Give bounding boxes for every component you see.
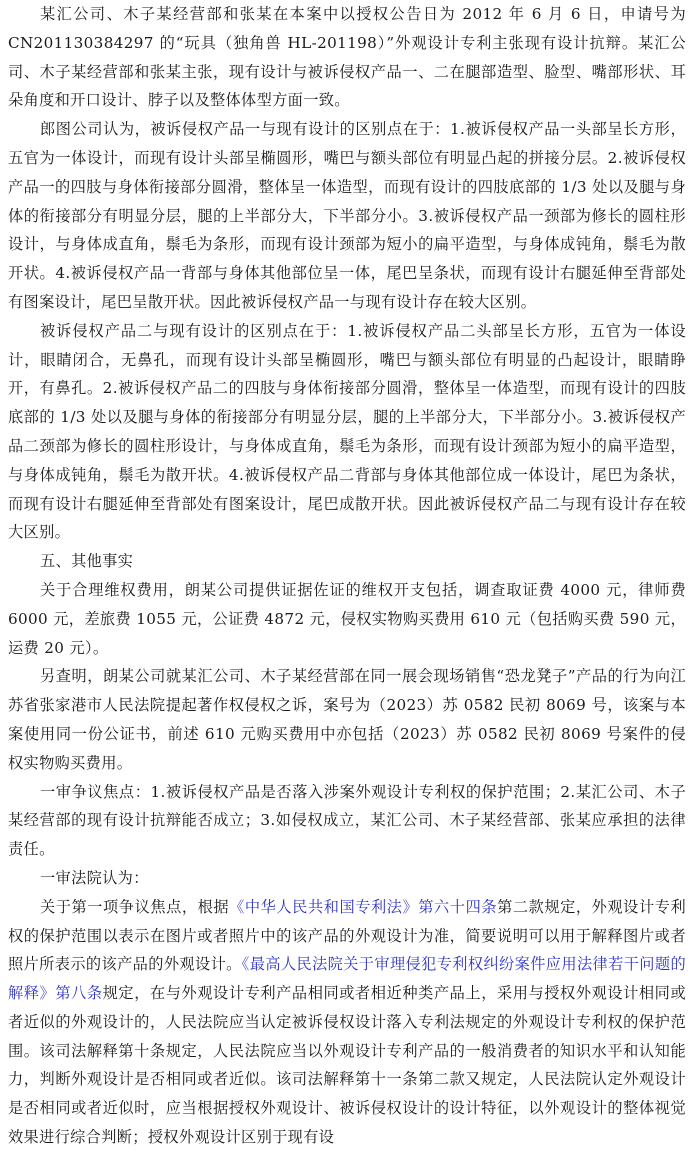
link-spc-interpretation[interactable]: 《最高人民法院关于审理侵犯专利权纠纷案件应用法律若干问题的解释》 bbox=[8, 955, 686, 1003]
paragraph-text: 第二款规定，外观设计专利权的保护范围以表示在图片或者照片中的该产品的外观设计为准，简要说明可以用于解释图片或者照片所表示的该产品的外观设计。 bbox=[8, 897, 687, 974]
paragraph-dispute-focus bbox=[8, 778, 686, 864]
paragraph-text: 关于第一项争议焦点，根据 bbox=[40, 897, 230, 916]
paragraph-text: 关于合理维权费用，朗某公司提供证据佐证的维权开支包括，调查取证费 4000 元，律师费 6000 元，差旅费 1055 元，公证费 4872 元，侵权实物购买费用 610 元（包括购买费 590 元，运费 20 元）。 bbox=[8, 580, 686, 657]
paragraph-product-two-differences bbox=[8, 317, 686, 547]
paragraph-text: 规定，在与外观设计专利产品相同或者相近种类产品上，采用与授权外观设计相同或者近似的外观设计的，人民法院应当认定被诉侵权设计落入专利法规定的外观设计专利权的保护范围。该司法解释第十条规定，人民法院应当以外观设计专利产品的一般消费者的知识水平和认知能力，判断外观设计是否相同或者近似。该司法解释第十一条第二款又规定，人民法院认定外观设计是否相同或者近似时，应当根据授权外观设计、被诉侵权设计的设计特征，以外观设计的整体视觉效果进行综合判断；授权外观设计区别于现有设 bbox=[8, 984, 686, 1147]
link-article-8[interactable]: 第八条 bbox=[55, 984, 103, 1003]
link-patent-law[interactable]: 《中华人民共和国专利法》 bbox=[229, 897, 419, 916]
heading-text: 五、其他事实 bbox=[40, 552, 134, 571]
paragraph-text: 一审法院认为： bbox=[40, 868, 149, 887]
paragraph-court-opinion-intro bbox=[8, 864, 686, 893]
link-article-64[interactable]: 第六十四条 bbox=[418, 897, 498, 916]
paragraph-further-findings bbox=[8, 662, 686, 777]
paragraph-first-focus-analysis bbox=[8, 893, 686, 1152]
paragraph-text: 郎图公司认为，被诉侵权产品一与现有设计的区别点在于：1.被诉侵权产品一头部呈长方形，五官为一体设计，而现有设计头部呈椭圆形，嘴巴与额头部位有明显凸起的拼接分层。2.被诉侵权产品一的四肢与身体衔接部分圆滑，整体呈一体造型，而现有设计的四肢底部的 1/3 处以及腿与身体的衔接部分有明显分层，腿的上半部分大，下半部分小。3.被诉侵权产品一颈部为修长的圆柱形设计，与身体成直角，鬃毛为条形，而现有设计颈部为短小的扁平造型，与身体成钝角，鬃毛为散开状。4.被诉侵权产品一背部与身体其他部位呈一体，尾巴呈条状，而现有设计右腿延伸至背部处有图案设计，尾巴呈散开状。因此被诉侵权产品一与现有设计存在较大区别。 bbox=[8, 120, 686, 311]
paragraph-reasonable-expenses bbox=[8, 576, 686, 662]
paragraph-prior-design-defense bbox=[8, 0, 686, 115]
paragraph-text: 另查明，朗某公司就某汇公司、木子某经营部在同一展会现场销售“恐龙凳子”产品的行为向江苏省张家港市人民法院提起著作权侵权之诉，案号为（2023）苏 0582 民初 8069 号，该案与本案使用同一份公证书，前述 610 元购买费用中亦包括（2023）苏 0582 民初 8069 号案件的侵权实物购买费用。 bbox=[8, 667, 686, 772]
paragraph-product-one-differences bbox=[8, 115, 686, 317]
paragraph-text: 被诉侵权产品二与现有设计的区别点在于：1.被诉侵权产品二头部呈长方形，五官为一体设计，眼睛闭合，无鼻孔，而现有设计头部呈椭圆形，嘴巴与额头部位有明显的凸起设计，眼睛睁开，有鼻孔。2.被诉侵权产品二的四肢与身体衔接部分圆滑，整体呈一体造型，而现有设计的四肢底部的 1/3 处以及腿与身体的衔接部分有明显分层，腿的上半部分大，下半部分小。3.被诉侵权产品二颈部为修长的圆柱形设计，与身体成直角，鬃毛为条形，而现有设计颈部为短小的扁平造型，与身体成钝角，鬃毛为散开状。4.被诉侵权产品二背部与身体其他部位成一体设计，尾巴为条状，而现有设计右腿延伸至背部处有图案设计，尾巴成散开状。因此被诉侵权产品二与现有设计存在较大区别。 bbox=[8, 321, 686, 542]
paragraph-text: 一审争议焦点：1.被诉侵权产品是否落入涉案外观设计专利权的保护范围；2.某汇公司、木子某经营部的现有设计抗辩能否成立；3.如侵权成立，某汇公司、木子某经营部、张某应承担的法律责任。 bbox=[8, 782, 686, 859]
section-heading-other-facts bbox=[8, 547, 686, 576]
paragraph-text: 某汇公司、木子某经营部和张某在本案中以授权公告日为 2012 年 6 月 6 日，申请号为 CN201130384297 的“玩具（独角兽 HL-201198）”外观设计专利主张现有设计抗辩。某汇公司、木子某经营部和张某主张，现有设计与被诉侵权产品一、二在腿部造型、脸型、嘴部形状、耳朵角度和开口设计、脖子以及整体体型方面一致。 bbox=[8, 5, 686, 110]
